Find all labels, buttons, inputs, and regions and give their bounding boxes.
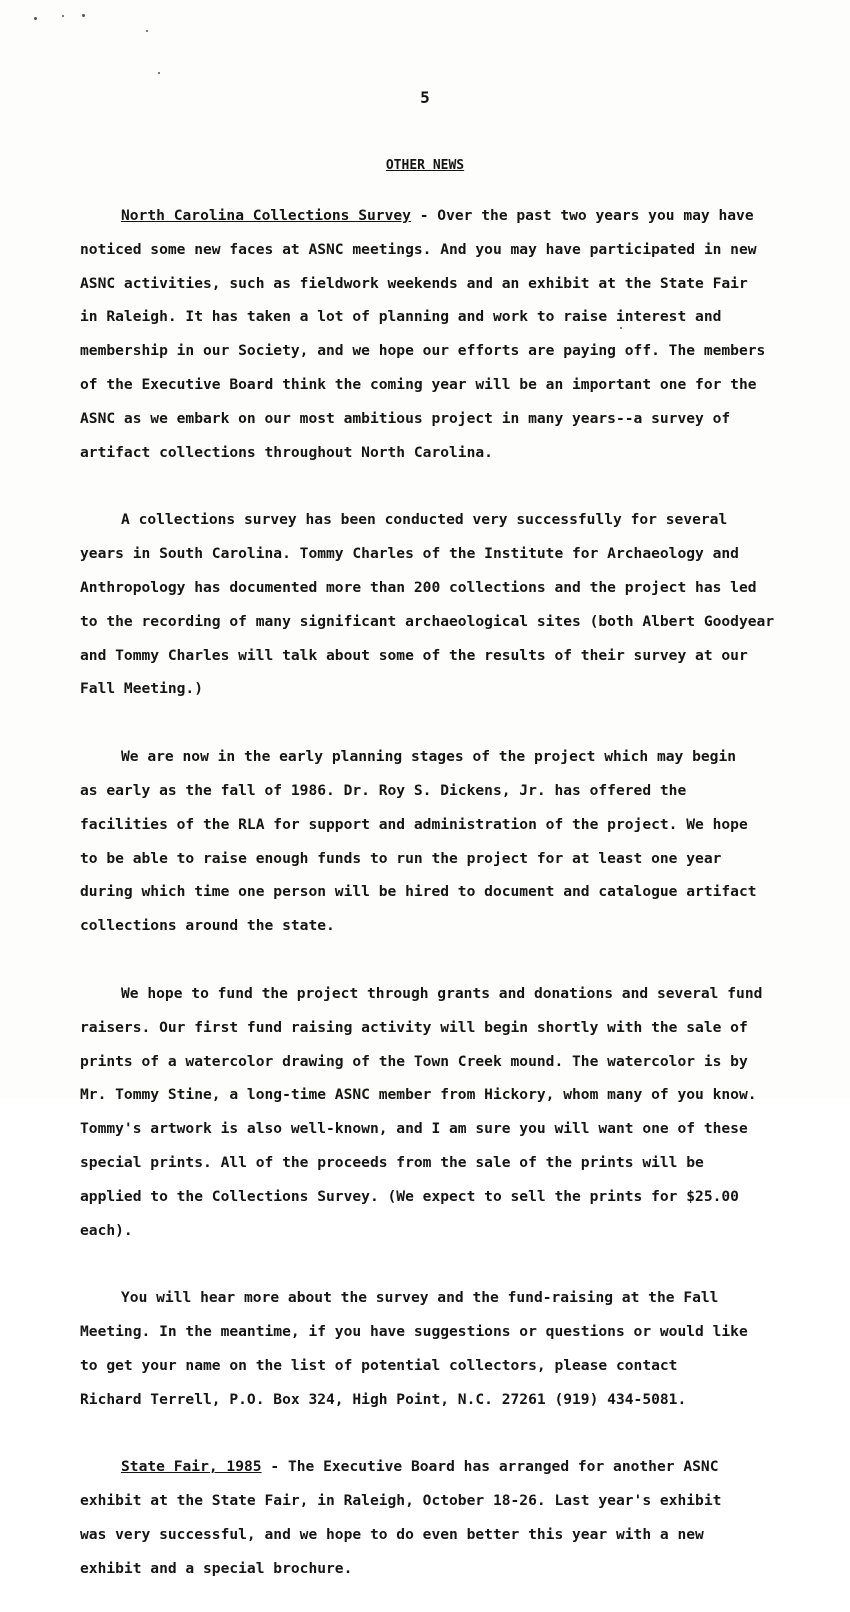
text-line: each). [80, 1221, 133, 1239]
text-line: - Over the past two years you may have [410, 206, 754, 224]
collections-survey-heading: North Carolina Collections Survey [121, 206, 411, 224]
text-line: as early as the fall of 1986. Dr. Roy S. Dickens, Jr. has offered the [80, 781, 687, 799]
text-line: years in South Carolina. Tommy Charles of the Institute for Archaeology and [80, 545, 739, 563]
text-line: prints of a watercolor drawing of the Town Creek mound. The watercolor is by [80, 1052, 748, 1070]
paragraph-collections-survey [80, 191, 770, 478]
text-line: artifact collections throughout North Carolina. [80, 443, 493, 461]
scan-speck [34, 17, 37, 20]
scan-speck [158, 72, 160, 74]
section-heading: OTHER NEWS [385, 158, 465, 173]
text-line: membership in our Society, and we hope our efforts are paying off. The members [80, 342, 766, 360]
paragraph-contact [80, 1273, 770, 1425]
text-line: We hope to fund the project through grants and donations and several fund [121, 984, 763, 1002]
text-line: raisers. Our first fund raising activity will begin shortly with the sale of [80, 1018, 748, 1036]
state-fair-heading: State Fair, 1985 [121, 1458, 262, 1476]
text-line: A collections survey has been conducted very successfully for several [121, 511, 728, 529]
paragraph-state-fair [80, 1443, 770, 1595]
paragraph-fund-raising [80, 969, 770, 1256]
text-line: exhibit at the State Fair, in Raleigh, October 18-26. Last year's exhibit [80, 1492, 722, 1510]
text-line: We are now in the early planning stages of the project which may begin [121, 748, 737, 766]
text-line: Tommy's artwork is also well-known, and I am sure you will want one of these [80, 1120, 748, 1138]
paragraph-south-carolina [80, 495, 775, 715]
text-line: was very successful, and we hope to do even better this year with a new [80, 1526, 704, 1544]
text-line: You will hear more about the survey and the fund-raising at the Fall [121, 1289, 719, 1307]
text-line: to be able to raise enough funds to run the project for at least one year [80, 849, 722, 867]
text-line: applied to the Collections Survey. (We expect to sell the prints for $25.00 [80, 1187, 739, 1205]
text-line: Fall Meeting.) [80, 680, 204, 698]
scan-speck [62, 15, 64, 17]
text-line: Meeting. In the meantime, if you have suggestions or questions or would like [80, 1323, 748, 1341]
text-line: ASNC as we embark on our most ambitious project in many years--a survey of [80, 409, 731, 427]
text-line: to get your name on the list of potential collectors, please contact [80, 1356, 678, 1374]
text-line: exhibit and a special brochure. [80, 1559, 353, 1577]
article-body [80, 191, 775, 1612]
text-line: Anthropology has documented more than 200 collections and the project has led [80, 578, 757, 596]
text-line: collections around the state. [80, 917, 335, 935]
text-line: in Raleigh. It has taken a lot of planning and work to raise interest and [80, 308, 722, 326]
text-line: during which time one person will be hired to document and catalogue artifact [80, 883, 757, 901]
page-number: 5 [420, 88, 430, 107]
text-line: facilities of the RLA for support and administration of the project. We hope [80, 815, 748, 833]
text-line: Richard Terrell, P.O. Box 324, High Point, N.C. 27261 (919) 434-5081. [80, 1390, 687, 1408]
scan-speck [146, 30, 148, 32]
text-line: ASNC activities, such as fieldwork weekends and an exhibit at the State Fair [80, 274, 748, 292]
text-line: and Tommy Charles will talk about some of the results of their survey at our [80, 646, 748, 664]
paragraph-planning-stages [80, 732, 770, 952]
text-line: to the recording of many significant archaeological sites (both Albert Goodyear [80, 612, 775, 630]
scan-speck [82, 14, 85, 17]
text-line: noticed some new faces at ASNC meetings. And you may have participated in new [80, 240, 757, 258]
text-line: special prints. All of the proceeds from the sale of the prints will be [80, 1153, 704, 1171]
text-line: - The Executive Board has arranged for another ASNC [261, 1458, 719, 1476]
text-line: of the Executive Board think the coming year will be an important one for the [80, 375, 757, 393]
text-line: Mr. Tommy Stine, a long-time ASNC member from Hickory, whom many of you know. [80, 1086, 757, 1104]
